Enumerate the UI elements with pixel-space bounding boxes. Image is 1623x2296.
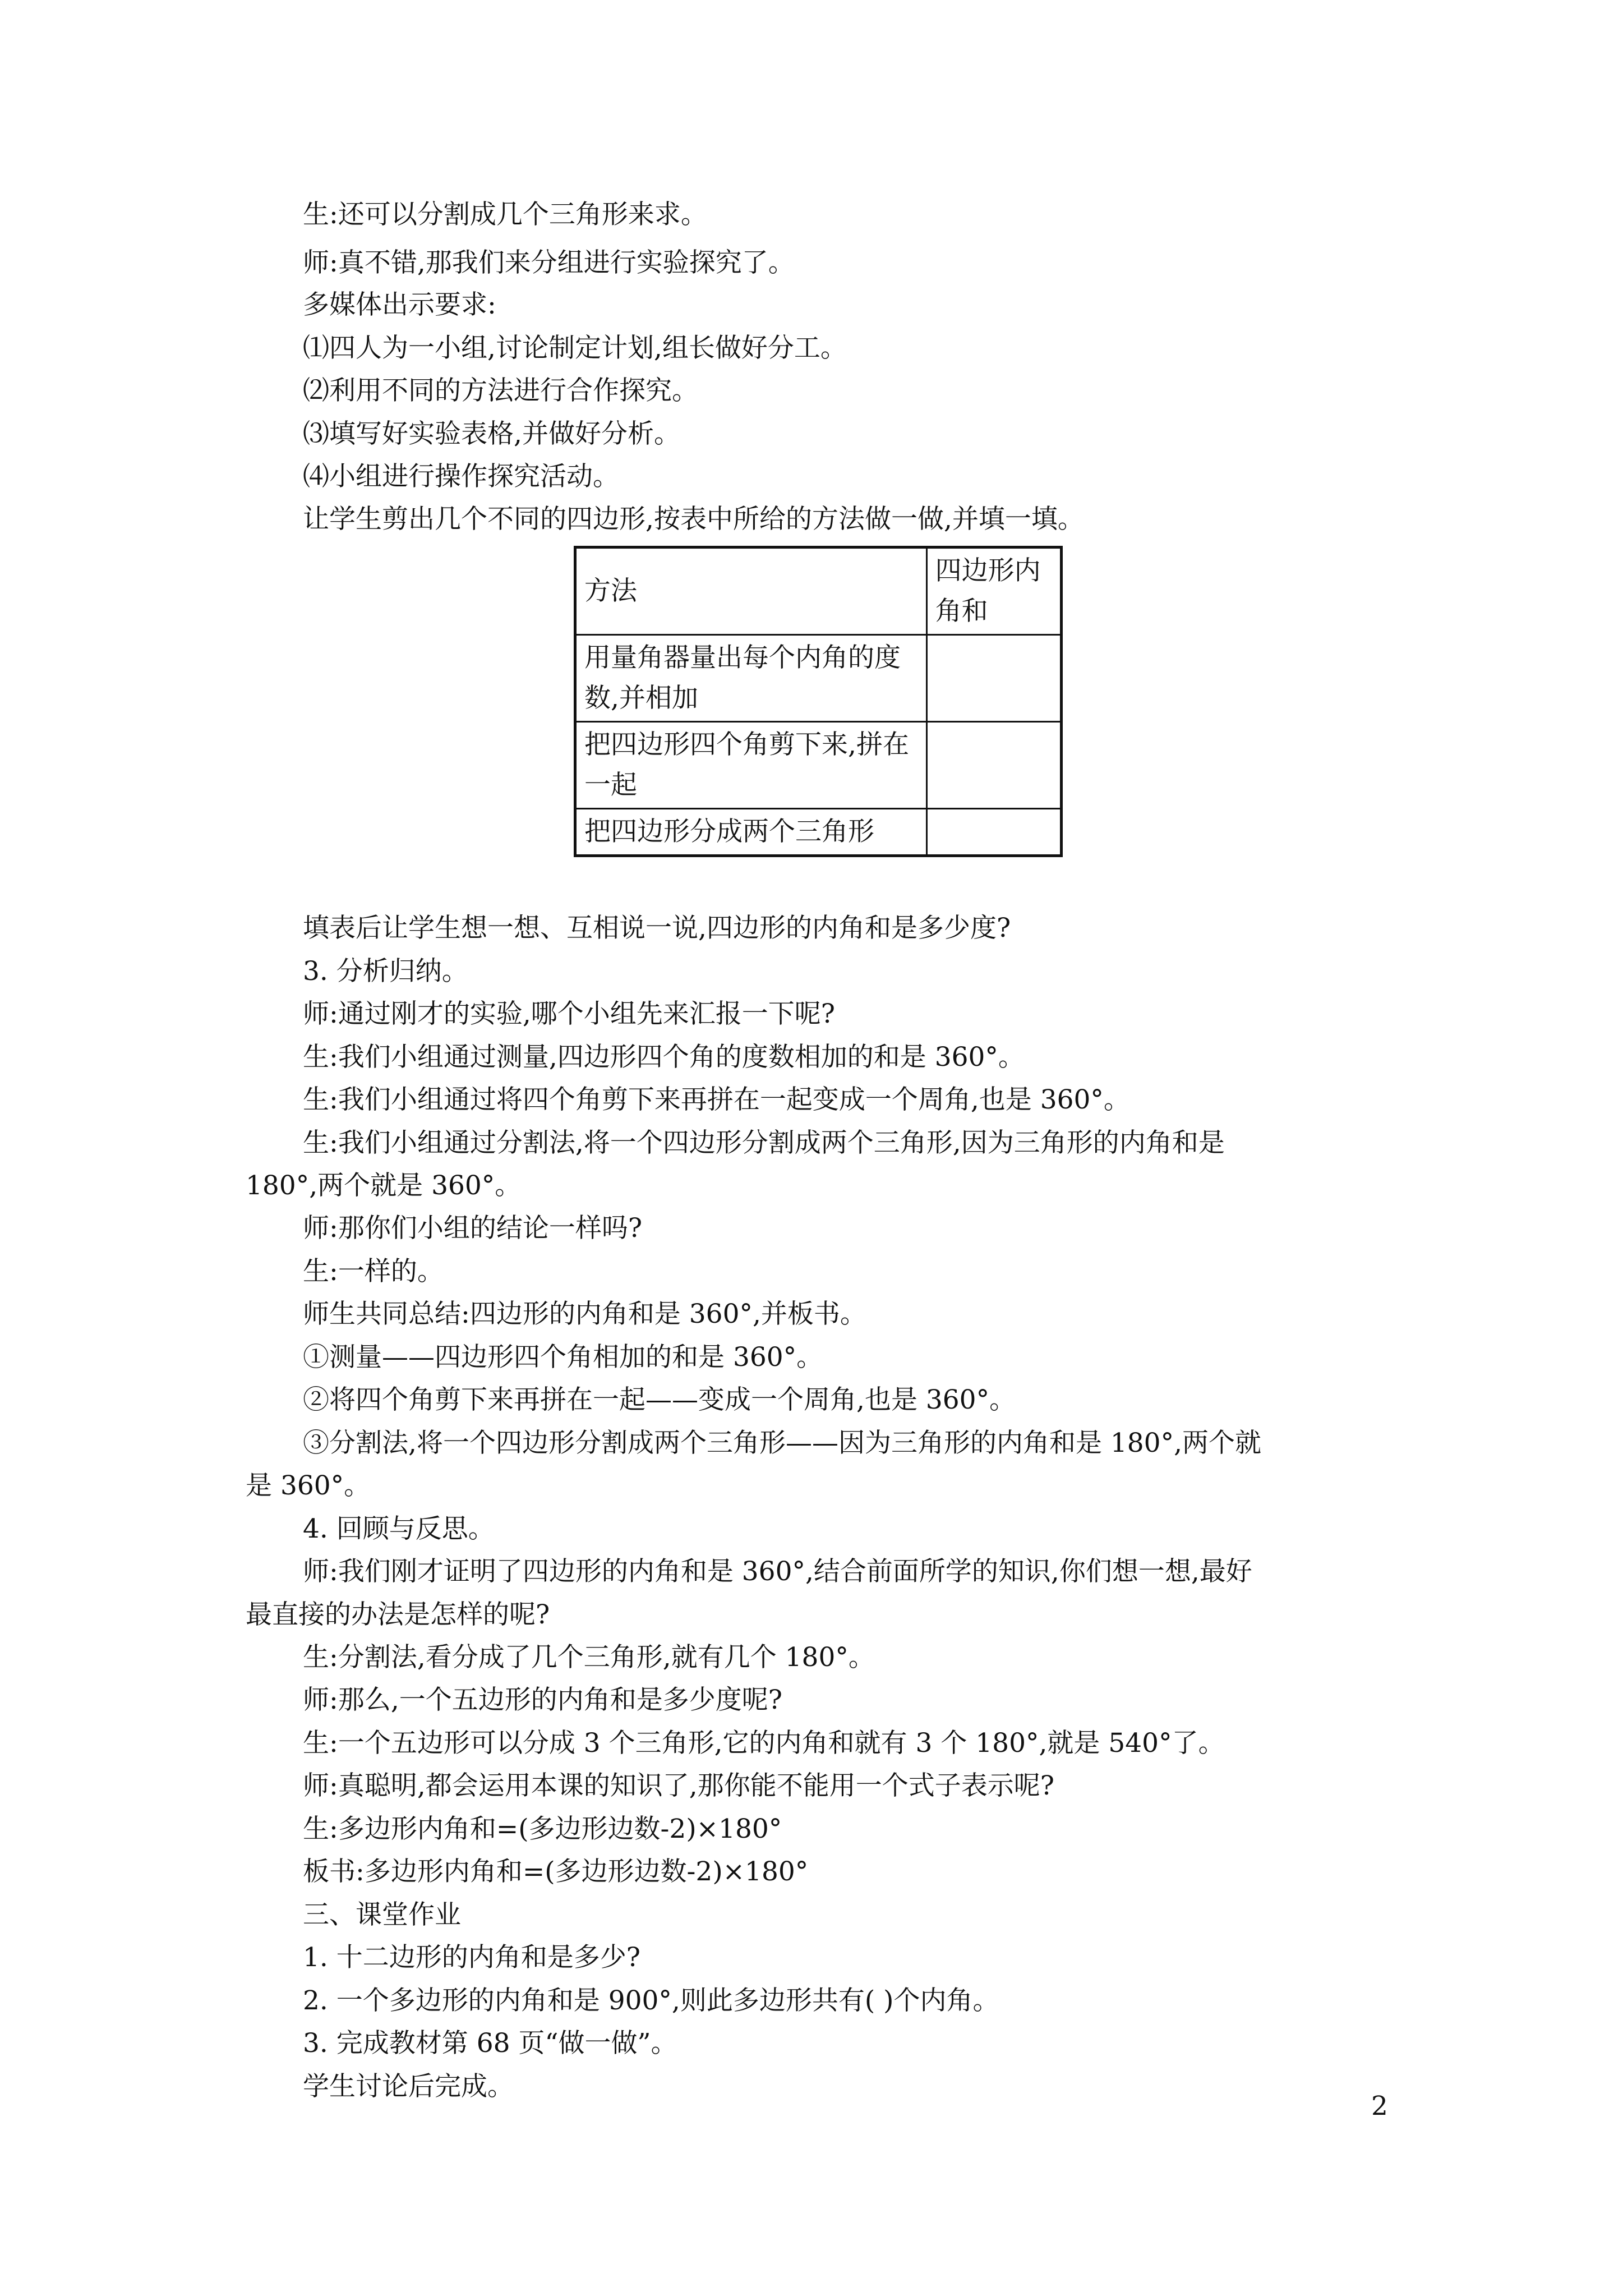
table-header-method: 方法 — [575, 547, 927, 635]
paragraph: 多媒体出示要求: — [303, 289, 496, 320]
paragraph: 板书:多边形内角和=(多边形边数-2)×180° — [303, 1856, 809, 1887]
table-row — [575, 635, 1062, 722]
table-row — [575, 722, 1062, 809]
paragraph: 生:多边形内角和=(多边形边数-2)×180° — [303, 1814, 782, 1844]
paragraph: ②将四个角剪下来再拼在一起——变成一个周角,也是 360°。 — [303, 1384, 1016, 1415]
table-cell-method: 把四边形四个角剪下来,拼在一起 — [575, 722, 927, 809]
exercise-item: 1. 十二边形的内角和是多少? — [303, 1942, 640, 1973]
paragraph: 学生讨论后完成。 — [303, 2071, 514, 2102]
paragraph: 生:一个五边形可以分成 3 个三角形,它的内角和就有 3 个 180°,就是 540°了。 — [303, 1728, 1225, 1759]
paragraph: 生:我们小组通过分割法,将一个四边形分割成两个三角形,因为三角形的内角和是 — [303, 1128, 1225, 1158]
table-cell-method: 用量角器量出每个内角的度数,并相加 — [575, 635, 927, 722]
table-cell-answer — [926, 722, 1061, 809]
exercise-item: 3. 完成教材第 68 页“做一做”。 — [303, 2028, 677, 2059]
section-heading: 4. 回顾与反思。 — [303, 1513, 495, 1544]
paragraph: 生:还可以分割成几个三角形来求。 — [303, 199, 707, 230]
paragraph: 师:通过刚才的实验,哪个小组先来汇报一下呢? — [303, 999, 835, 1029]
methods-table — [574, 546, 1063, 857]
paragraph: 师:那你们小组的结论一样吗? — [303, 1213, 643, 1244]
section-heading: 3. 分析归纳。 — [303, 956, 468, 987]
paragraph: 生:我们小组通过测量,四边形四个角的度数相加的和是 360°。 — [303, 1042, 1025, 1073]
paragraph: 让学生剪出几个不同的四边形,按表中所给的方法做一做,并填一填。 — [303, 504, 1084, 535]
table-row — [575, 809, 1062, 856]
paragraph: 师:我们刚才证明了四边形的内角和是 360°,结合前面所学的知识,你们想一想,最好 — [303, 1556, 1252, 1587]
paragraph: 师生共同总结:四边形的内角和是 360°,并板书。 — [303, 1299, 866, 1329]
table-cell-method: 把四边形分成两个三角形 — [575, 809, 927, 856]
paragraph: 填表后让学生想一想、互相说一说,四边形的内角和是多少度? — [303, 913, 1011, 944]
paragraph: 师:真不错,那我们来分组进行实验探究了。 — [303, 247, 795, 278]
paragraph: ⑷小组进行操作探究活动。 — [303, 461, 619, 492]
paragraph: ⑴四人为一小组,讨论制定计划,组长做好分工。 — [303, 333, 847, 364]
paragraph: 生:分割法,看分成了几个三角形,就有几个 180°。 — [303, 1642, 875, 1673]
paragraph: ⑶填写好实验表格,并做好分析。 — [303, 418, 680, 449]
paragraph: 生:一样的。 — [303, 1256, 444, 1287]
paragraph: 师:那么,一个五边形的内角和是多少度呢? — [303, 1685, 782, 1715]
table-cell-answer — [926, 635, 1061, 722]
paragraph-continuation: 180°,两个就是 360°。 — [246, 1170, 522, 1201]
paragraph: ①测量——四边形四个角相加的和是 360°。 — [303, 1342, 823, 1373]
paragraph-continuation: 最直接的办法是怎样的呢? — [246, 1599, 550, 1630]
table-header-row — [575, 547, 1062, 635]
section-heading: 三、课堂作业 — [303, 1899, 461, 1930]
paragraph: 生:我们小组通过将四个角剪下来再拼在一起变成一个周角,也是 360°。 — [303, 1084, 1130, 1115]
paragraph: 师:真聪明,都会运用本课的知识了,那你能不能用一个式子表示呢? — [303, 1770, 1054, 1801]
page-number: 2 — [1371, 2091, 1388, 2122]
paragraph-continuation: 是 360°。 — [246, 1470, 371, 1501]
table-header-angle-sum: 四边形内角和 — [926, 547, 1061, 635]
table-cell-answer — [926, 809, 1061, 856]
paragraph: ③分割法,将一个四边形分割成两个三角形——因为三角形的内角和是 180°,两个就 — [303, 1428, 1262, 1458]
paragraph: ⑵利用不同的方法进行合作探究。 — [303, 375, 698, 406]
exercise-item: 2. 一个多边形的内角和是 900°,则此多边形共有( )个内角。 — [303, 1985, 999, 2016]
